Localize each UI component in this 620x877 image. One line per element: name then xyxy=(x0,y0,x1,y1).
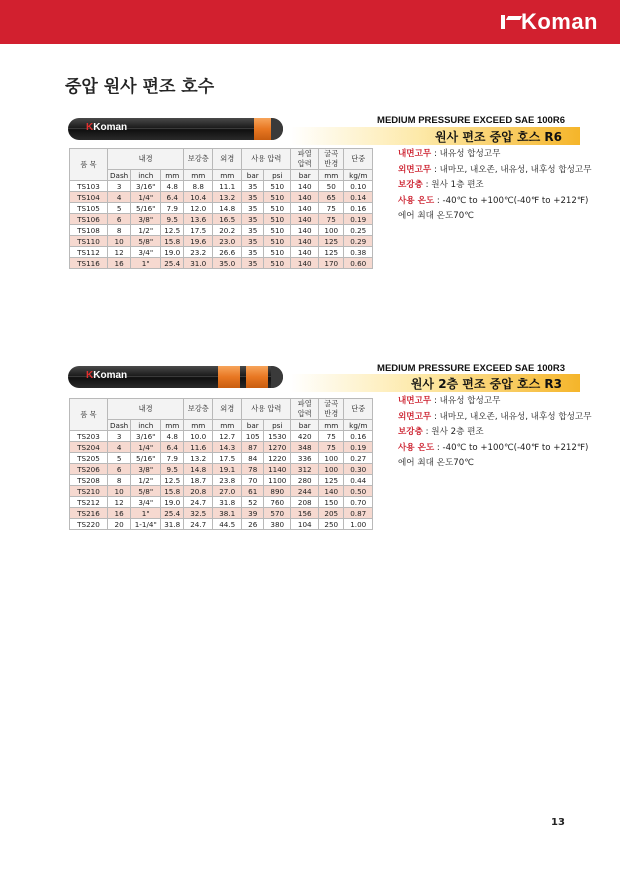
table-cell: 16 xyxy=(108,508,131,519)
table-cell: 35 xyxy=(242,214,264,225)
unit-header: bar xyxy=(242,170,264,181)
header-od: 외경 xyxy=(213,399,242,420)
table-cell: 17.5 xyxy=(213,453,242,464)
table-cell: 8.8 xyxy=(184,181,213,192)
table-row xyxy=(70,258,373,269)
table-cell: 20 xyxy=(108,519,131,530)
table-cell: 0.87 xyxy=(344,508,373,519)
table-cell: 11.1 xyxy=(213,181,242,192)
table-cell: 0.70 xyxy=(344,497,373,508)
table-cell: 104 xyxy=(291,519,319,530)
table-cell: 208 xyxy=(291,497,319,508)
header-bar xyxy=(0,0,620,44)
standard-ko-banner xyxy=(290,127,580,145)
table-cell: 19.1 xyxy=(213,464,242,475)
table-cell: TS105 xyxy=(70,203,108,214)
spec-key: 외면고무 xyxy=(398,164,432,175)
table-cell: 0.25 xyxy=(344,225,373,236)
spec-line xyxy=(398,194,592,210)
hose-logo-text: Koman xyxy=(93,122,128,133)
spec-key: 사용 온도 xyxy=(398,195,435,206)
table-cell: 31.0 xyxy=(184,258,213,269)
header-id: 내경 xyxy=(108,149,184,170)
unit-header: bar xyxy=(291,170,319,181)
table-cell: 12.7 xyxy=(213,431,242,442)
table-cell: 6 xyxy=(108,464,131,475)
table-cell: 0.38 xyxy=(344,247,373,258)
unit-header: mm xyxy=(319,420,344,431)
hose-end xyxy=(271,366,283,388)
table-cell: 13.2 xyxy=(213,192,242,203)
spec-description-r3 xyxy=(398,394,592,472)
table-cell: 75 xyxy=(319,431,344,442)
table-cell: 1/4" xyxy=(131,192,161,203)
table-cell: 13.6 xyxy=(184,214,213,225)
table-cell: 1" xyxy=(131,258,161,269)
table-cell: 12.5 xyxy=(161,225,184,236)
table-cell: 6.4 xyxy=(161,192,184,203)
page-title: 중압 원사 편조 호수 xyxy=(65,77,215,97)
spec-line xyxy=(398,425,592,441)
table-cell: 1-1/4" xyxy=(131,519,161,530)
table-cell: 5/16" xyxy=(131,453,161,464)
table-cell: 14.3 xyxy=(213,442,242,453)
brand-logo xyxy=(501,10,598,34)
table-cell: 10 xyxy=(108,236,131,247)
unit-header: mm xyxy=(184,420,213,431)
unit-header: kg/m xyxy=(344,170,373,181)
table-cell: 32.5 xyxy=(184,508,213,519)
table-cell: 20.8 xyxy=(184,486,213,497)
header-working-pressure: 사용 압력 xyxy=(242,399,291,420)
table-cell: 125 xyxy=(319,475,344,486)
table-cell: 78 xyxy=(242,464,264,475)
unit-header: bar xyxy=(291,420,319,431)
table-cell: 348 xyxy=(291,442,319,453)
table-cell: 280 xyxy=(291,475,319,486)
table-cell: 0.50 xyxy=(344,486,373,497)
table-cell: 11.6 xyxy=(184,442,213,453)
table-cell: 26.6 xyxy=(213,247,242,258)
table-cell: 23.0 xyxy=(213,236,242,247)
spec-key: 내면고무 xyxy=(398,396,432,406)
hose-image-r6 xyxy=(68,118,283,140)
spec-value: 에어 최대 온도70℃ xyxy=(398,458,474,468)
table-cell: 75 xyxy=(319,203,344,214)
table-row xyxy=(70,203,373,214)
table-cell: TS116 xyxy=(70,258,108,269)
spec-value: : 내마모, 내오존, 내유성, 내후성 합성고무 xyxy=(431,164,592,175)
table-cell: 205 xyxy=(319,508,344,519)
table-cell: TS206 xyxy=(70,464,108,475)
unit-header: mm xyxy=(213,420,242,431)
table-cell: 14.8 xyxy=(213,203,242,214)
table-cell: 15.8 xyxy=(161,486,184,497)
table-cell: 12 xyxy=(108,497,131,508)
table-cell: TS205 xyxy=(70,453,108,464)
table-row xyxy=(70,236,373,247)
table-cell: TS203 xyxy=(70,431,108,442)
table-cell: 16.5 xyxy=(213,214,242,225)
table-cell: 35 xyxy=(242,203,264,214)
table-cell: 6.4 xyxy=(161,442,184,453)
table-cell: 0.19 xyxy=(344,214,373,225)
table-cell: 0.30 xyxy=(344,464,373,475)
table-cell: 87 xyxy=(242,442,264,453)
table-cell: TS208 xyxy=(70,475,108,486)
unit-header: inch xyxy=(131,170,161,181)
table-row xyxy=(70,431,373,442)
table-cell: 0.16 xyxy=(344,431,373,442)
table-cell: 8 xyxy=(108,225,131,236)
table-cell: 15.8 xyxy=(161,236,184,247)
table-cell: 140 xyxy=(291,236,319,247)
table-cell: 50 xyxy=(319,181,344,192)
table-cell: 0.19 xyxy=(344,442,373,453)
spec-value: : 원사 2층 편조 xyxy=(422,427,484,437)
table-cell: 35 xyxy=(242,247,264,258)
table-cell: 9.5 xyxy=(161,214,184,225)
table-cell: 31.8 xyxy=(161,519,184,530)
table-cell: 25.4 xyxy=(161,508,184,519)
standard-ko: 원사 편조 중압 호스 R6 xyxy=(434,130,562,144)
spec-value: 에어 최대 온도70℃ xyxy=(398,211,474,221)
table-cell: 13.2 xyxy=(184,453,213,464)
spec-line xyxy=(398,178,592,194)
table-cell: 510 xyxy=(264,214,291,225)
table-cell: 3 xyxy=(108,431,131,442)
table-cell: 3/8" xyxy=(131,214,161,225)
table-cell: 5/8" xyxy=(131,236,161,247)
standard-ko: 원사 2층 편조 중압 호스 R3 xyxy=(410,377,562,391)
table-cell: 244 xyxy=(291,486,319,497)
header-working-pressure: 사용 압력 xyxy=(242,149,291,170)
unit-header: psi xyxy=(264,170,291,181)
header-reinforcement: 보강층 xyxy=(184,399,213,420)
table-cell: 0.27 xyxy=(344,453,373,464)
table-row xyxy=(70,464,373,475)
table-cell: 1530 xyxy=(264,431,291,442)
table-cell: 140 xyxy=(291,247,319,258)
spec-value: : 내유성 합성고무 xyxy=(431,396,501,406)
table-cell: TS110 xyxy=(70,236,108,247)
unit-header: Dash xyxy=(108,170,131,181)
unit-header: bar xyxy=(242,420,264,431)
table-cell: 75 xyxy=(319,442,344,453)
table-cell: 336 xyxy=(291,453,319,464)
table-cell: 170 xyxy=(319,258,344,269)
table-cell: 1100 xyxy=(264,475,291,486)
spec-value: : 원사 1층 편조 xyxy=(422,180,484,190)
table-cell: 75 xyxy=(319,214,344,225)
table-cell: 10.0 xyxy=(184,431,213,442)
table-cell: 35 xyxy=(242,181,264,192)
table-row xyxy=(70,442,373,453)
table-cell: 19.6 xyxy=(184,236,213,247)
unit-header: inch xyxy=(131,420,161,431)
table-cell: TS210 xyxy=(70,486,108,497)
table-cell: 1.00 xyxy=(344,519,373,530)
table-cell: 0.44 xyxy=(344,475,373,486)
table-cell: 105 xyxy=(242,431,264,442)
hose-orange-band xyxy=(246,366,268,388)
table-cell: 7.9 xyxy=(161,203,184,214)
table-row xyxy=(70,247,373,258)
table-cell: 39 xyxy=(242,508,264,519)
table-cell: 18.7 xyxy=(184,475,213,486)
table-cell: 35.0 xyxy=(213,258,242,269)
table-cell: 0.60 xyxy=(344,258,373,269)
spec-table-r6 xyxy=(69,148,373,269)
table-cell: 52 xyxy=(242,497,264,508)
table-cell: 35 xyxy=(242,258,264,269)
header-burst-pressure: 파열 압력 xyxy=(291,399,319,420)
table-cell: 24.7 xyxy=(184,519,213,530)
table-cell: 24.7 xyxy=(184,497,213,508)
hose-orange-band xyxy=(218,366,240,388)
table-cell: 140 xyxy=(291,258,319,269)
table-row xyxy=(70,486,373,497)
hose-logo: KKoman xyxy=(86,370,128,381)
spec-line xyxy=(398,163,592,179)
hose-logo-text: Koman xyxy=(93,370,128,381)
standard-ko-banner xyxy=(290,374,580,392)
table-cell: 84 xyxy=(242,453,264,464)
table-cell: TS106 xyxy=(70,214,108,225)
table-row xyxy=(70,225,373,236)
table-cell: 3 xyxy=(108,181,131,192)
k-logo-icon xyxy=(501,13,519,31)
table-cell: TS104 xyxy=(70,192,108,203)
hose-image-r3 xyxy=(68,366,283,388)
table-row xyxy=(70,519,373,530)
spec-value: : -40℃ to +100℃(-40℉ to +212℉) xyxy=(434,442,589,453)
table-cell: 100 xyxy=(319,225,344,236)
spec-line xyxy=(398,410,592,426)
spec-table-r3 xyxy=(69,398,373,530)
table-cell: 20.2 xyxy=(213,225,242,236)
table-cell: 100 xyxy=(319,464,344,475)
table-row xyxy=(70,181,373,192)
table-row xyxy=(70,214,373,225)
table-cell: 1270 xyxy=(264,442,291,453)
table-cell: 1/2" xyxy=(131,475,161,486)
table-cell: 125 xyxy=(319,236,344,247)
table-cell: 380 xyxy=(264,519,291,530)
table-cell: 312 xyxy=(291,464,319,475)
spec-value: : 내마모, 내오존, 내유성, 내후성 합성고무 xyxy=(431,411,592,422)
table-cell: 23.2 xyxy=(184,247,213,258)
table-cell: 510 xyxy=(264,236,291,247)
table-cell: 3/4" xyxy=(131,247,161,258)
table-cell: 27.0 xyxy=(213,486,242,497)
table-cell: 38.1 xyxy=(213,508,242,519)
table-cell: 44.5 xyxy=(213,519,242,530)
table-cell: 1/4" xyxy=(131,442,161,453)
unit-header: kg/m xyxy=(344,420,373,431)
table-cell: TS212 xyxy=(70,497,108,508)
table-cell: 16 xyxy=(108,258,131,269)
table-cell: 4.8 xyxy=(161,431,184,442)
unit-header: mm xyxy=(161,170,184,181)
header-item: 품 목 xyxy=(70,149,108,181)
spec-line xyxy=(398,394,592,410)
header-bend-radius: 굴곡 반경 xyxy=(319,399,344,420)
standard-en: MEDIUM PRESSURE EXCEED SAE 100R3 xyxy=(377,363,565,374)
standard-en: MEDIUM PRESSURE EXCEED SAE 100R6 xyxy=(377,115,565,126)
table-cell: 890 xyxy=(264,486,291,497)
table-cell: 1" xyxy=(131,508,161,519)
table-cell: 125 xyxy=(319,247,344,258)
spec-value: : -40℃ to +100℃(-40℉ to +212℉) xyxy=(434,195,589,206)
table-cell: 4 xyxy=(108,442,131,453)
table-cell: 25.4 xyxy=(161,258,184,269)
table-row xyxy=(70,497,373,508)
table-cell: 140 xyxy=(291,181,319,192)
header-burst-pressure: 파열 압력 xyxy=(291,149,319,170)
table-cell: 0.14 xyxy=(344,192,373,203)
table-cell: 12 xyxy=(108,247,131,258)
table-cell: 1140 xyxy=(264,464,291,475)
table-cell: 4 xyxy=(108,192,131,203)
table-cell: 5 xyxy=(108,203,131,214)
header-od: 외경 xyxy=(213,149,242,170)
table-cell: 510 xyxy=(264,192,291,203)
spec-value: : 내유성 합성고무 xyxy=(431,149,501,159)
table-cell: 140 xyxy=(291,214,319,225)
table-cell: 510 xyxy=(264,258,291,269)
table-cell: 61 xyxy=(242,486,264,497)
table-cell: 510 xyxy=(264,203,291,214)
hose-end xyxy=(271,118,283,140)
table-cell: 19.0 xyxy=(161,247,184,258)
table-cell: 35 xyxy=(242,192,264,203)
table-cell: 35 xyxy=(242,225,264,236)
table-cell: 5/16" xyxy=(131,203,161,214)
table-row xyxy=(70,508,373,519)
table-cell: 3/16" xyxy=(131,181,161,192)
table-cell: 570 xyxy=(264,508,291,519)
spec-key: 외면고무 xyxy=(398,411,432,422)
table-cell: 10 xyxy=(108,486,131,497)
table-cell: 65 xyxy=(319,192,344,203)
table-cell: 3/8" xyxy=(131,464,161,475)
table-cell: 100 xyxy=(319,453,344,464)
table-cell: 26 xyxy=(242,519,264,530)
table-cell: 5 xyxy=(108,453,131,464)
table-cell: 3/16" xyxy=(131,431,161,442)
table-cell: TS204 xyxy=(70,442,108,453)
table-cell: 150 xyxy=(319,497,344,508)
table-cell: 6 xyxy=(108,214,131,225)
spec-line xyxy=(398,209,592,225)
table-cell: 0.10 xyxy=(344,181,373,192)
spec-key: 보강층 xyxy=(398,427,423,437)
header-id: 내경 xyxy=(108,399,184,420)
table-cell: 12.5 xyxy=(161,475,184,486)
table-cell: 23.8 xyxy=(213,475,242,486)
table-cell: 510 xyxy=(264,247,291,258)
table-cell: 140 xyxy=(291,225,319,236)
table-row xyxy=(70,475,373,486)
table-cell: 9.5 xyxy=(161,464,184,475)
table-cell: 17.5 xyxy=(184,225,213,236)
table-cell: 10.4 xyxy=(184,192,213,203)
header-item: 품 목 xyxy=(70,399,108,431)
header-weight: 단중 xyxy=(344,399,373,420)
table-cell: 140 xyxy=(291,203,319,214)
table-cell: 156 xyxy=(291,508,319,519)
table-cell: 510 xyxy=(264,225,291,236)
table-cell: 3/4" xyxy=(131,497,161,508)
table-cell: 140 xyxy=(291,192,319,203)
table-cell: TS220 xyxy=(70,519,108,530)
table-cell: 1220 xyxy=(264,453,291,464)
unit-header: mm xyxy=(319,170,344,181)
spec-key: 사용 온도 xyxy=(398,442,435,453)
spec-line xyxy=(398,441,592,457)
page-number: 13 xyxy=(551,817,565,828)
table-cell: 12.0 xyxy=(184,203,213,214)
table-cell: TS112 xyxy=(70,247,108,258)
unit-header: mm xyxy=(184,170,213,181)
table-cell: TS108 xyxy=(70,225,108,236)
spec-line xyxy=(398,456,592,472)
table-cell: 4.8 xyxy=(161,181,184,192)
table-cell: 31.8 xyxy=(213,497,242,508)
header-bend-radius: 굴곡 반경 xyxy=(319,149,344,170)
table-cell: 0.29 xyxy=(344,236,373,247)
table-cell: 14.8 xyxy=(184,464,213,475)
table-cell: 420 xyxy=(291,431,319,442)
header-reinforcement: 보강층 xyxy=(184,149,213,170)
table-cell: 7.9 xyxy=(161,453,184,464)
spec-description-r6 xyxy=(398,147,592,225)
unit-header: mm xyxy=(213,170,242,181)
table-cell: 0.16 xyxy=(344,203,373,214)
table-cell: 140 xyxy=(319,486,344,497)
table-cell: 8 xyxy=(108,475,131,486)
table-cell: 1/2" xyxy=(131,225,161,236)
hose-logo: KKoman xyxy=(86,122,128,133)
table-cell: 35 xyxy=(242,236,264,247)
table-cell: 19.0 xyxy=(161,497,184,508)
unit-header: Dash xyxy=(108,420,131,431)
spec-line xyxy=(398,147,592,163)
spec-key: 내면고무 xyxy=(398,149,432,159)
brand-name: Koman xyxy=(520,9,598,34)
table-cell: 250 xyxy=(319,519,344,530)
table-cell: 760 xyxy=(264,497,291,508)
table-row xyxy=(70,192,373,203)
table-row xyxy=(70,453,373,464)
table-cell: TS103 xyxy=(70,181,108,192)
unit-header: mm xyxy=(161,420,184,431)
table-cell: 70 xyxy=(242,475,264,486)
table-cell: 5/8" xyxy=(131,486,161,497)
table-cell: 510 xyxy=(264,181,291,192)
unit-header: psi xyxy=(264,420,291,431)
table-cell: TS216 xyxy=(70,508,108,519)
header-weight: 단중 xyxy=(344,149,373,170)
spec-key: 보강층 xyxy=(398,180,423,190)
